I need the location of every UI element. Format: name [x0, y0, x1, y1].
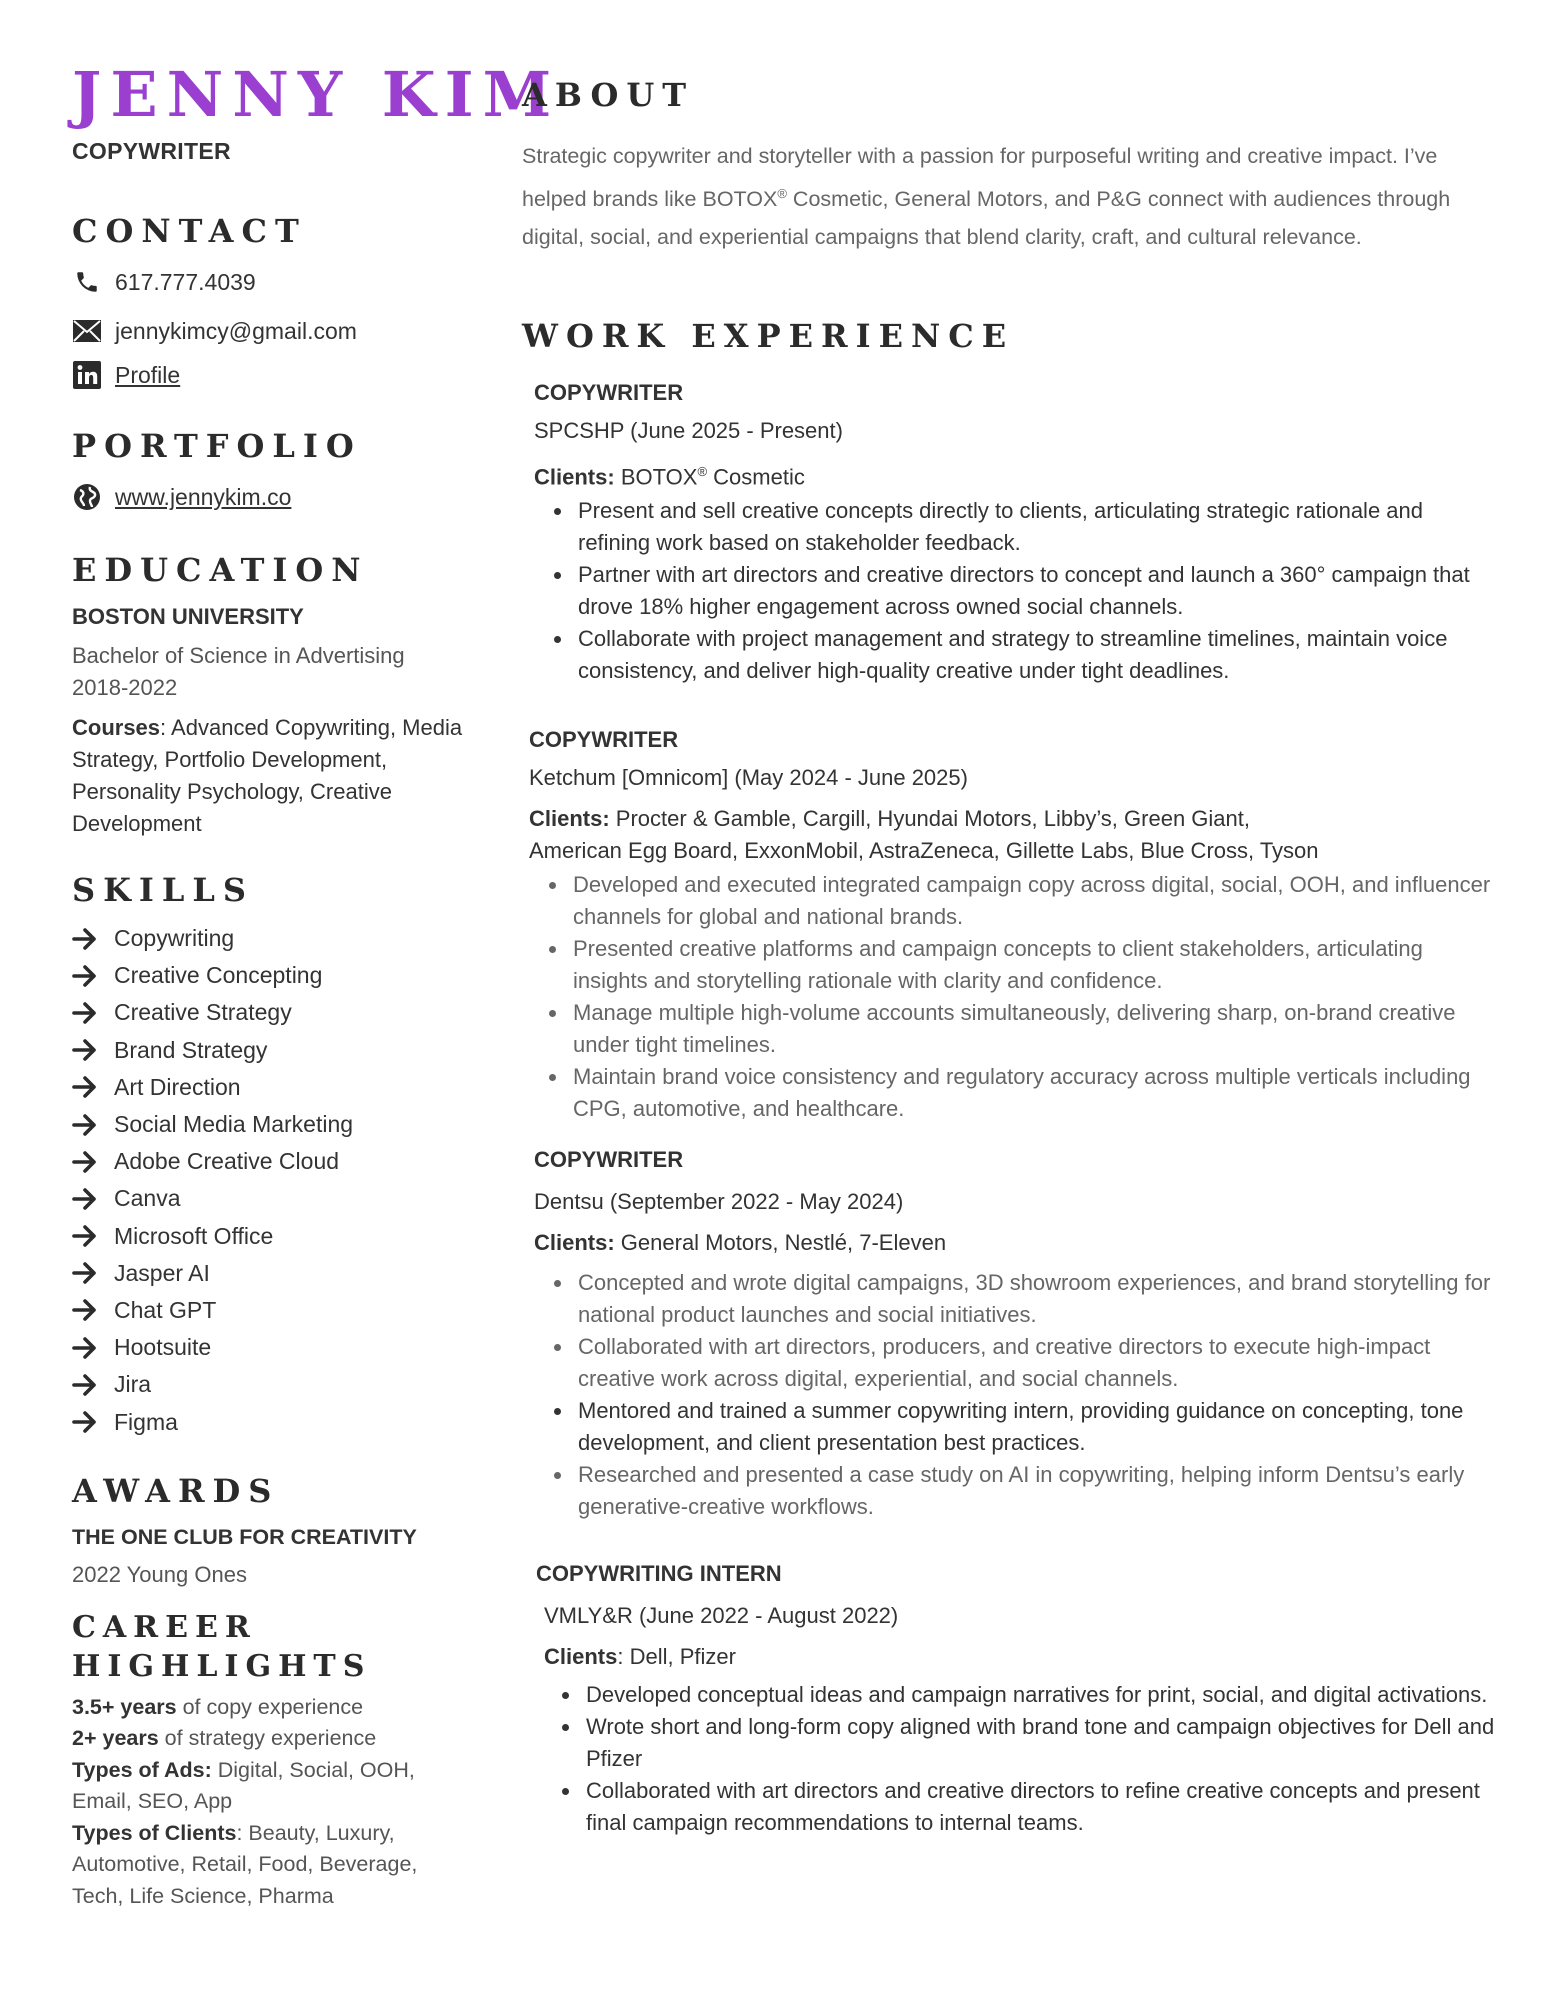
list-item: • Partner with art directors and creative directors to concept and launch a 360° campaign that drove 18% higher engagement across owned social channels. [574, 559, 1497, 623]
arrow-right-icon [72, 1299, 102, 1321]
education-heading: EDUCATION [72, 551, 369, 589]
arrow-right-icon [72, 965, 102, 987]
skill-label: Hootsuite [114, 1334, 212, 1361]
about-text-part-1: Strategic copywriter and storyteller with a passion for purposeful writing and creative impact. I’ve helped brands like BOTOX [522, 144, 1438, 212]
skill-label: Canva [114, 1185, 181, 1212]
job-clients [529, 803, 1497, 867]
clients-list: : Dell, Pfizer [617, 1644, 736, 1670]
list-item: • Maintain brand voice consistency and regulatory accuracy across multiple verticals including CPG, automotive, and healthcare. [569, 1061, 1497, 1125]
list-item: • Researched and presented a case study on AI in copywriting, helping inform Dentsu’s early generative-creative workflows. [574, 1459, 1497, 1523]
job-entry-dentsu [534, 1147, 1497, 1523]
arrow-right-icon [72, 1411, 102, 1433]
highlight-item [72, 1692, 472, 1724]
list-item: • Collaborated with art directors and creative directors to refine creative concepts and present final campaign recommendations to internal teams. [582, 1775, 1497, 1839]
list-item [72, 957, 472, 994]
highlight-text: of copy experience [176, 1694, 364, 1719]
globe-icon [72, 482, 102, 512]
highlight-bold: 2+ years [72, 1726, 159, 1751]
skill-label: Jira [114, 1371, 152, 1398]
arrow-right-icon [72, 1151, 102, 1173]
about-text [522, 137, 1482, 256]
highlight-text: of strategy experience [158, 1726, 377, 1751]
phone-row[interactable] [72, 265, 472, 299]
candidate-name: JENNY KIM [72, 58, 561, 131]
job-entry-ketchum [529, 727, 1497, 1125]
linkedin-row[interactable] [72, 358, 472, 392]
job-clients [534, 456, 1497, 493]
candidate-role: COPYWRITER [72, 138, 231, 164]
list-item [72, 994, 472, 1031]
clients-list: General Motors, Nestlé, 7-Eleven [614, 1230, 947, 1256]
list-item: • Collaborate with project management and strategy to streamline timelines, maintain voice consistency, and deliver high-quality creative under tight deadlines. [574, 623, 1497, 687]
arrow-right-icon [72, 1076, 102, 1098]
clients-label: Clients [544, 1644, 618, 1670]
skill-label: Microsoft Office [114, 1222, 274, 1249]
linkedin-profile-link[interactable]: Profile [115, 361, 181, 388]
award-name: THE ONE CLUB FOR CREATIVITY [72, 1524, 417, 1549]
job-bullets [534, 1267, 1497, 1523]
courses [72, 712, 472, 840]
arrow-right-icon [72, 1002, 102, 1024]
portfolio-row[interactable] [72, 480, 472, 514]
skill-label: Brand Strategy [114, 1036, 268, 1063]
job-company: SPCSHP (June 2025 - Present) [534, 418, 843, 444]
skill-label: Art Direction [114, 1073, 241, 1100]
clients-label: Clients: [529, 806, 610, 832]
highlight-item [72, 1723, 472, 1755]
job-entry-vmlyr [536, 1561, 1497, 1839]
portfolio-link[interactable]: www.jennykim.co [115, 483, 292, 510]
clients-part-2: Cosmetic [707, 464, 805, 490]
list-item: • Wrote short and long-form copy aligned with brand tone and campaign objectives for Dell and Pfizer [582, 1711, 1497, 1775]
list-item [72, 1106, 472, 1143]
about-text-part-2: Cosmetic, General Motors, and P&G connect with audiences through digital, social, and experiential campaigns that blend clarity, craft, and cultural relevance. [522, 187, 1451, 250]
list-item [72, 1069, 472, 1106]
list-item [72, 1366, 472, 1403]
list-item [72, 1032, 472, 1069]
list-item: • Developed and executed integrated campaign copy across digital, social, OOH, and influencer channels for global and national brands. [569, 869, 1497, 933]
skills-list [72, 920, 472, 1441]
awards-heading: AWARDS [72, 1471, 280, 1510]
highlight-item [72, 1818, 472, 1913]
arrow-right-icon [72, 928, 102, 950]
career-highlights-heading [72, 1608, 472, 1686]
job-title: COPYWRITER [534, 380, 684, 406]
clients-line-1: Procter & Gamble, Cargill, Hyundai Motors, Libby’s, Green Giant, [609, 806, 1250, 832]
linkedin-icon [72, 360, 102, 390]
career-highlights [72, 1692, 472, 1913]
list-item [72, 920, 472, 957]
job-clients [534, 1227, 1497, 1259]
job-company: Ketchum [Omnicom] (May 2024 - June 2025) [529, 765, 968, 791]
job-company: VMLY&R (June 2022 - August 2022) [544, 1603, 899, 1629]
skill-label: Creative Strategy [114, 999, 292, 1026]
award-detail: 2022 Young Ones [72, 1561, 247, 1587]
list-item [72, 1292, 472, 1329]
courses-label: Courses [72, 715, 161, 740]
list-item: • Collaborated with art directors, producers, and creative directors to execute high-impact creative work across digital, experiential, and social channels. [574, 1331, 1497, 1395]
list-item: • Mentored and trained a summer copywriting intern, providing guidance on concepting, tone development, and client presentation best practices. [574, 1395, 1497, 1459]
list-item: • Developed conceptual ideas and campaign narratives for print, social, and digital activations. [582, 1679, 1497, 1711]
skill-label: Copywriting [114, 925, 235, 952]
list-item [72, 1403, 472, 1440]
list-item: • Concepted and wrote digital campaigns, 3D showroom experiences, and brand storytelling for national product launches and social initiatives. [574, 1267, 1497, 1331]
email-row[interactable] [72, 314, 472, 348]
courses-list: : Advanced Copywriting, Media Strategy, Portfolio Development, Personality Psychology, Creative Development [72, 715, 463, 836]
clients-line-2: American Egg Board, ExxonMobil, AstraZeneca, Gillette Labs, Blue Cross, Tyson [529, 838, 1319, 864]
arrow-right-icon [72, 1374, 102, 1396]
skill-label: Jasper AI [114, 1259, 210, 1286]
highlight-bold: 3.5+ years [72, 1694, 177, 1719]
highlight-bold: Types of Clients [72, 1820, 237, 1845]
skill-label: Creative Concepting [114, 962, 323, 989]
contact-heading: CONTACT [72, 212, 307, 250]
list-item: • Presented creative platforms and campaign concepts to client stakeholders, articulating insights and storytelling rationale with clarity and confidence. [569, 933, 1497, 997]
about-heading: ABOUT [522, 76, 695, 114]
phone-icon [72, 267, 102, 297]
registered-mark: ® [777, 186, 787, 201]
skill-label: Chat GPT [114, 1296, 217, 1323]
list-item [72, 1218, 472, 1255]
clients-label: Clients: [534, 464, 615, 490]
skill-label: Figma [114, 1408, 178, 1435]
job-bullets [536, 1679, 1497, 1839]
contact-list [72, 265, 472, 392]
job-bullets [529, 869, 1497, 1125]
skill-label: Social Media Marketing [114, 1111, 354, 1138]
clients-part-1: BOTOX [620, 464, 698, 490]
highlight-text: : Beauty, Luxury, Automotive, Retail, Food, Beverage, Tech, Life Science, Pharma [72, 1820, 418, 1908]
degree: Bachelor of Science in Advertising [72, 643, 405, 668]
arrow-right-icon [72, 1039, 102, 1061]
school-name: BOSTON UNIVERSITY [72, 604, 304, 629]
right-column [522, 75, 1497, 1839]
job-bullets [534, 495, 1497, 687]
email-address: jennykimcy@gmail.com [115, 317, 357, 344]
skill-label: Adobe Creative Cloud [114, 1148, 340, 1175]
job-title: COPYWRITER [529, 727, 679, 753]
job-company: Dentsu (September 2022 - May 2024) [534, 1189, 904, 1215]
list-item: • Manage multiple high-volume accounts simultaneously, delivering sharp, on-brand creative under tight timelines. [569, 997, 1497, 1061]
highlight-item [72, 1755, 472, 1818]
job-title: COPYWRITER [534, 1147, 684, 1173]
list-item [72, 1329, 472, 1366]
clients-label: Clients: [534, 1230, 615, 1256]
job-clients [544, 1641, 1497, 1673]
arrow-right-icon [72, 1262, 102, 1284]
arrow-right-icon [72, 1337, 102, 1359]
list-item [72, 1180, 472, 1217]
portfolio-heading: PORTFOLIO [72, 427, 362, 465]
work-experience-heading: WORK EXPERIENCE [522, 317, 1015, 356]
highlight-text: Digital, Social, OOH, Email, SEO, App [72, 1757, 415, 1814]
registered-mark: ® [697, 464, 708, 480]
arrow-right-icon [72, 1114, 102, 1136]
job-title: COPYWRITING INTERN [536, 1561, 782, 1587]
list-item [72, 1143, 472, 1180]
job-entry-spcshp [534, 380, 1497, 687]
career-heading-line-1: CAREER [72, 1609, 257, 1645]
envelope-icon [72, 316, 102, 346]
career-heading-line-2: HIGHLIGHTS [72, 1648, 372, 1684]
skills-heading: SKILLS [72, 871, 254, 909]
phone-number: 617.777.4039 [115, 268, 256, 295]
left-column [72, 58, 561, 1912]
highlight-bold: Types of Ads: [72, 1757, 212, 1782]
education-years: 2018-2022 [72, 675, 178, 700]
list-item [72, 1255, 472, 1292]
list-item: • Present and sell creative concepts directly to clients, articulating strategic rationale and refining work based on stakeholder feedback. [574, 495, 1497, 559]
arrow-right-icon [72, 1225, 102, 1247]
arrow-right-icon [72, 1188, 102, 1210]
